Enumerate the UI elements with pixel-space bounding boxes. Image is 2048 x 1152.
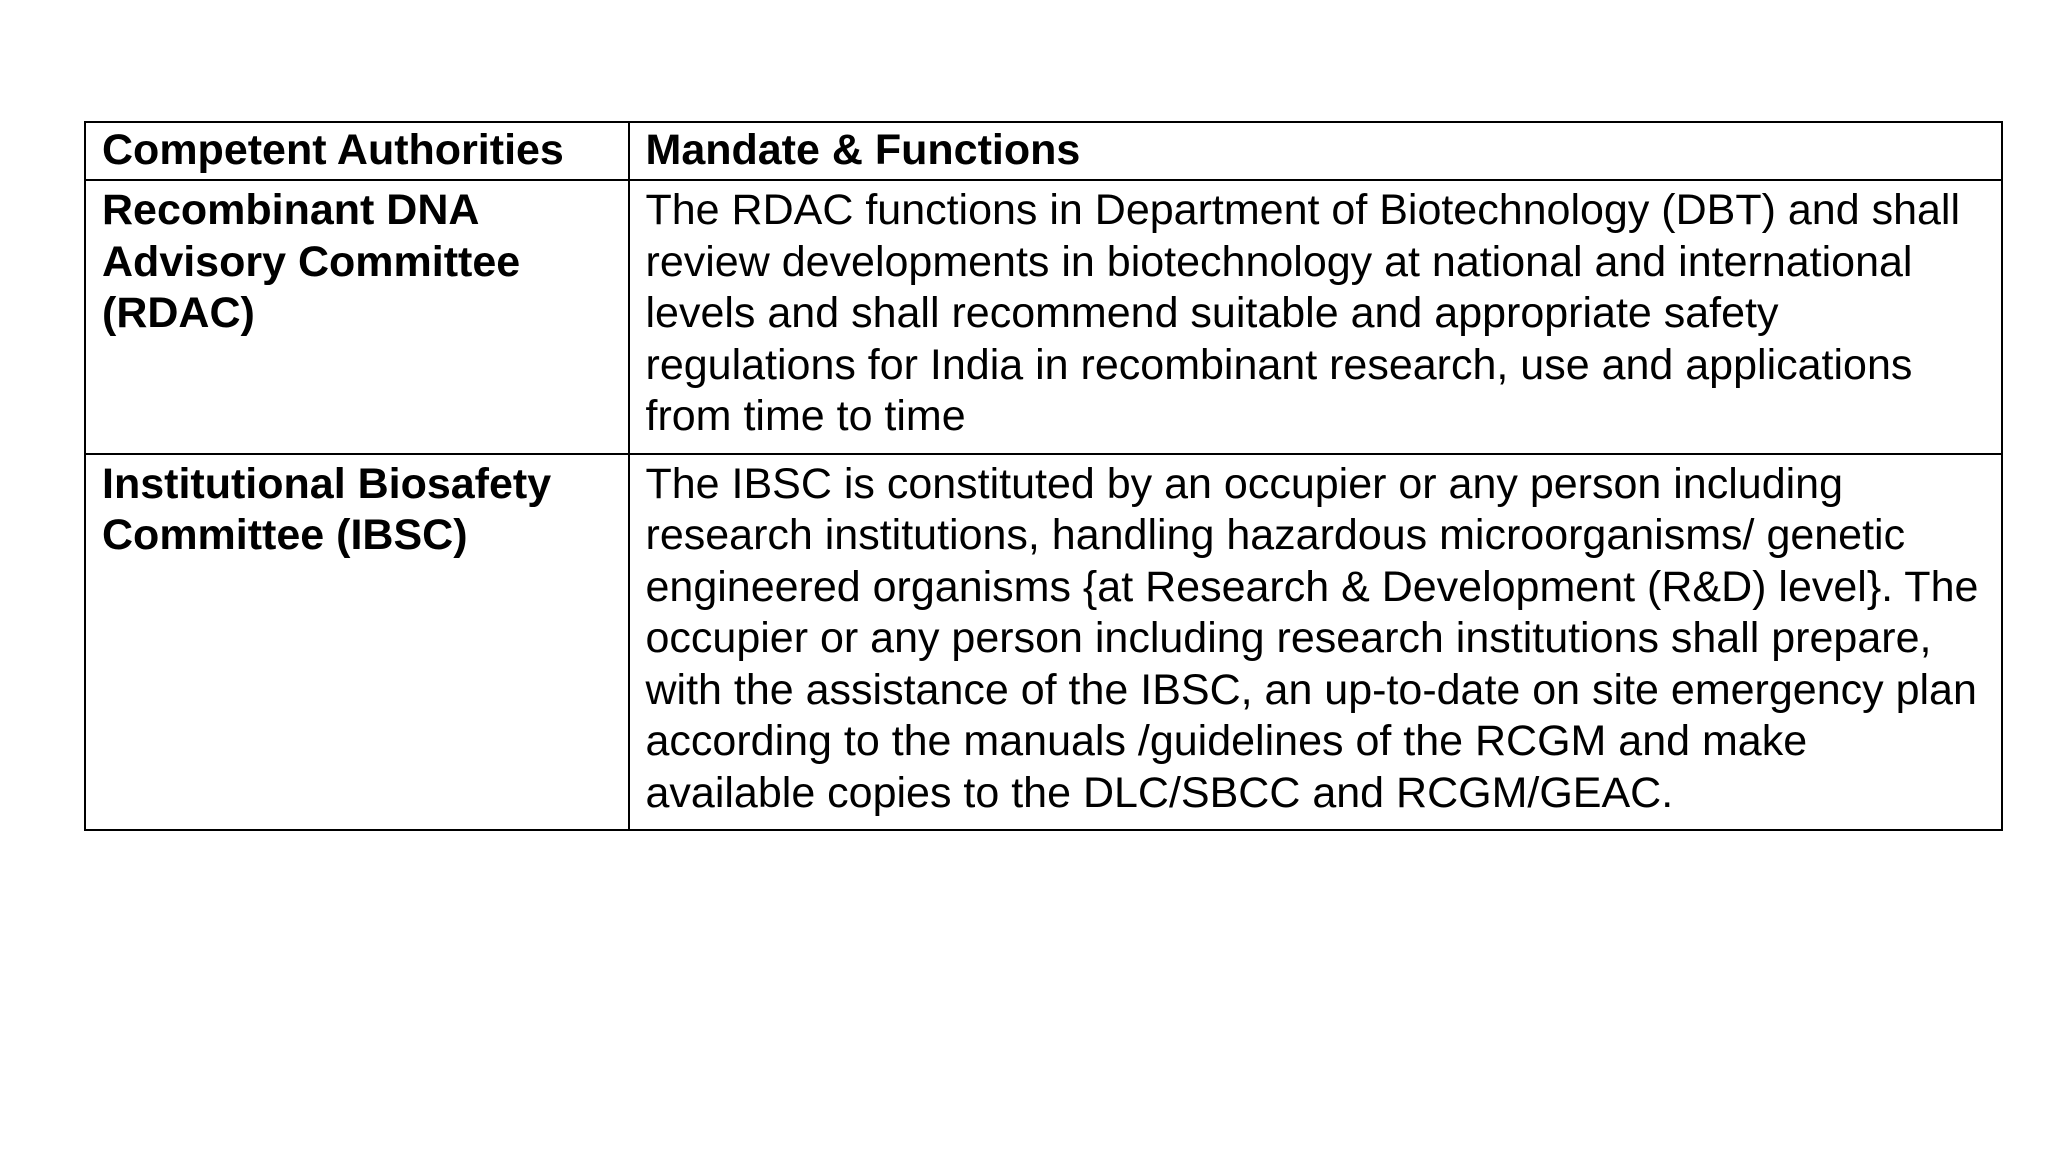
table-header <box>85 122 2002 180</box>
table-row <box>85 454 2002 831</box>
authority-ibsc: Institutional Biosafety Committee (IBSC) <box>85 454 629 831</box>
mandate-ibsc: The IBSC is constituted by an occupier or any person including research institutions, handling hazardous microorganisms/ genetic engineered organisms {at Research & Development (R&D) level}. The occupier or any person including research institutions shall prepare, with the assistance of the IBSC, an up-to-date on site emergency plan according to the manuals /guidelines of the RCGM and make available copies to the DLC/SBCC and RCGM/GEAC. <box>629 454 2003 831</box>
table-body <box>85 180 2002 830</box>
authority-rdac: Recombinant DNA Advisory Committee (RDAC) <box>85 180 629 454</box>
authorities-table <box>84 121 2003 831</box>
header-competent-authorities: Competent Authorities <box>85 122 629 180</box>
mandate-rdac: The RDAC functions in Department of Biotechnology (DBT) and shall review developments in biotechnology at national and international levels and shall recommend suitable and appropriate safety regulations for India in recombinant research, use and applications from time to time <box>629 180 2003 454</box>
table-row <box>85 180 2002 454</box>
table-header-row <box>85 122 2002 180</box>
header-mandate-functions: Mandate & Functions <box>629 122 2003 180</box>
